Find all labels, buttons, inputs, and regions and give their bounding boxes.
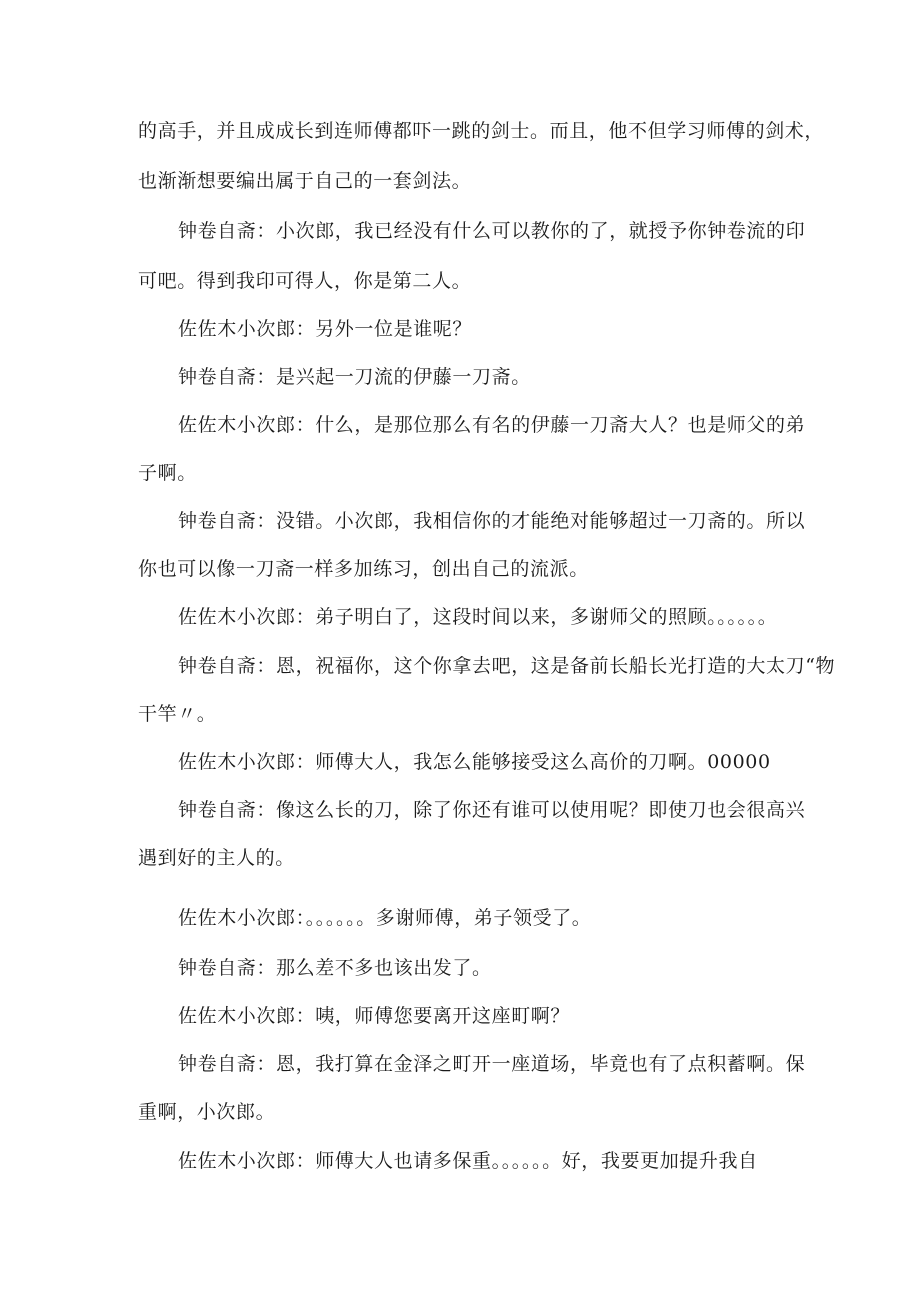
- dialogue-line: 佐佐木小次郎：师傅大人，我怎么能够接受这么高价的刀啊。00000: [178, 751, 771, 773]
- dialogue-line: 钟卷自斋：恩，我打算在金泽之町开一座道场，毕竟也有了点积蓄啊。保: [178, 1053, 806, 1075]
- dialogue-line: 佐佐木小次郎：。。。。。。多谢师傅，弟子领受了。: [178, 907, 592, 929]
- dialogue-line: 佐佐木小次郎：师傅大人也请多保重。。。。。。好，我要更加提升我自: [178, 1150, 758, 1172]
- dialogue-line: 佐佐木小次郎：什么，是那位那么有名的伊藤一刀斋大人？也是师父的弟: [178, 414, 806, 436]
- text-line: 的高手，并且成成长到连师傅都吓一跳的剑士。而且，他不但学习师傅的剑术，: [138, 120, 825, 142]
- dialogue-line: 佐佐木小次郎：咦，师傅您要离开这座町啊？: [178, 1005, 571, 1027]
- dialogue-line: 钟卷自斋：没错。小次郎，我相信你的才能绝对能够超过一刀斋的。所以: [178, 510, 806, 532]
- text-line: 子啊。: [138, 462, 197, 484]
- dialogue-line: 钟卷自斋：像这么长的刀，除了你还有谁可以使用呢？即使刀也会很高兴: [178, 799, 806, 821]
- dialogue-line: 钟卷自斋：那么差不多也该出发了。: [178, 957, 492, 979]
- dialogue-line: 钟卷自斋：恩，祝福你，这个你拿去吧，这是备前长船长光打造的大太刀“物: [178, 655, 836, 677]
- text-line: 你也可以像一刀斋一样多加练习，创出自己的流派。: [138, 558, 589, 580]
- text-line: 可吧。得到我印可得人，你是第二人。: [138, 270, 472, 292]
- dialogue-line: 佐佐木小次郎：另外一位是谁呢？: [178, 318, 473, 340]
- dialogue-line: 钟卷自斋：是兴起一刀流的伊藤一刀斋。: [178, 366, 531, 388]
- dialogue-line: 钟卷自斋：小次郎，我已经没有什么可以教你的了，就授予你钟卷流的印: [178, 220, 806, 242]
- text-line: 遇到好的主人的。: [138, 847, 295, 869]
- dialogue-line: 佐佐木小次郎：弟子明白了，这段时间以来，多谢师父的照顾。。。。。。: [178, 606, 778, 628]
- text-line: 重啊，小次郎。: [138, 1101, 276, 1123]
- text-line: 干竿〃。: [138, 703, 217, 725]
- text-line: 也渐渐想要编出属于自己的一套剑法。: [138, 170, 472, 192]
